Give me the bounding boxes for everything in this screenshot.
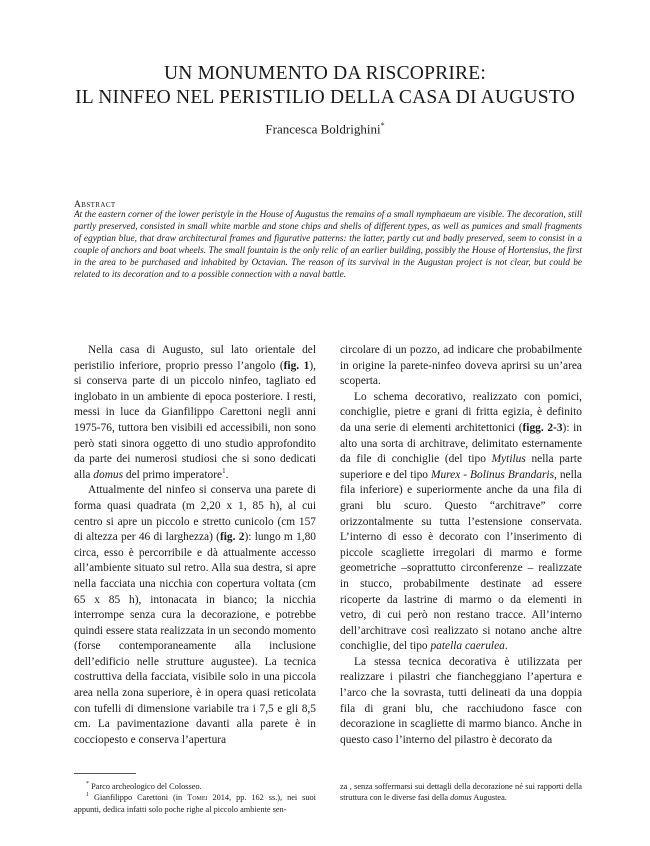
body-column-right	[340, 343, 582, 748]
italic-term: domus	[450, 793, 472, 803]
text-run: Nella casa di Augusto, sul lato orientale del peristilio inferiore, proprio presso l’angolo (	[74, 344, 316, 372]
title-line-2: IL NINFEO NEL PERISTILIO DELLA CASA DI AUGUSTO	[75, 87, 575, 108]
author-name	[0, 121, 650, 137]
text-run: Attualmente del ninfeo si conserva una parete di forma quasi quadrata (m 2,20 x 1, 85 h), al cui centro si apre un piccolo e stretto cunicolo (cm 157 di altezza per 46 di larghezza) (	[74, 484, 316, 544]
body-paragraph	[74, 343, 316, 483]
text-run: ): lungo m 1,80 circa, esso è percorribile e dà attualmente accesso all’ambiente situato sul retro. Alla sua destra, si apre nella facciata una nicchia con copertura voltata (cm 65 x 85 h), intonacata in bianco; la nicchia interrompe senza cura la decorazione, e potrebbe quindi essere stata realizzata in un secondo momento (forse contemporaneamente alla inclusione dell’edificio nelle strutture augustee). La tecnica costruttiva della facciata, visibile solo in una piccola area nella zona superiore, è in opera quasi reticolata con tufelli di dimensione variabile tra i 7,5 e gli 8,5 cm. La pavimentazione davanti alla parete è in cocciopesto e conserva l’apertura	[74, 531, 316, 746]
body-paragraph: circolare di un pozzo, ad indicare che probabilmente in origine la parete-ninfeo doveva aprirsi su un’area scoperta.	[340, 344, 582, 388]
italic-term: Mytilus	[491, 453, 526, 466]
text-run: ): in alto una sorta di architrave, delimitato esternamente da file di conchiglie (del tipo	[340, 421, 583, 466]
abstract-heading: Abstract	[74, 200, 116, 210]
body-paragraph: La stessa tecnica decorativa è utilizzata per realizzare i pilastri che fiancheggiano l’apertura e l’arco che la sovrasta, tutti delineati da una doppia fila di grani blu, che racchiudono fasce con decorazione in scagliette di marmo bianco. Anche in questo caso l’interno del pilastro è decorato da	[340, 655, 582, 746]
italic-term: Murex - Bolinus Brandaris	[430, 468, 555, 481]
footnotes-left	[74, 781, 316, 815]
footnote-text: za , senza soffermarsi sui dettagli della decorazione né sui rapporti della struttura con le diverse fasi della	[340, 782, 582, 803]
article-title	[0, 62, 650, 110]
citation-author: Tomei	[187, 793, 208, 803]
italic-term: patella caerulea	[430, 640, 505, 653]
footnote-continuation	[340, 781, 582, 804]
body-paragraph	[340, 390, 582, 655]
text-run: .	[225, 468, 229, 481]
title-line-1: UN MONUMENTO DA RISCOPRIRE:	[164, 63, 486, 84]
text-run: ), si conserva parte di un piccolo ninfeo, tagliato ed inglobato in un ambiente di epoca posteriore. I resti, messi in luce da Gianfilippo Carettoni negli anni 1975-76, tuttora ben visibili ed accessibili, non sono però stati sinora oggetto di uno studio approfondito da parte dei numerosi studiosi che si sono dedicati alla	[74, 359, 316, 481]
body-paragraph	[74, 483, 316, 748]
footnote-text: Augustea.	[471, 793, 507, 803]
figure-reference: figg. 2-3	[522, 421, 563, 434]
text-run: , nella fila inferiore) e superiormente anche da una fila di grani blu scuro. Questo “architrave” corre orizzontalmente su tutta l’estensione conservata. L’interno di esso è decorato con l’inserimento di piccole scagliette irregolari di marmo e forme geometriche –soprattutto circonferenze – realizzate in stucco, probabilmente destinate ad essere ricoperte da lastrine di marmo o da elementi in vetro, di cui però non restano tracce. All’interno dell’architrave così realizzato si notano anche altre conchiglie, del tipo	[340, 468, 582, 653]
footnote-mark: *	[86, 781, 89, 788]
abstract-text: At the eastern corner of the lower peristyle in the House of Augustus the remains of a small nymphaeum are visible. The decoration, still partly preserved, consisted in small white marble and stone chips and shells of different types, as well as pumices and small fragments of egyptian blue, that draw architectural frames and figurative patterns: the latter, partly cut and badly preserved, seem to consist in a couple of anchors and boat wheels. The small fountain is the only relic of an earlier building, possibly the House of Hortensius, the first in the area to be purchased and inhabited by Octavian. The reason of its survival in the Augustan project is not clear, but could be related to its decoration and to a possible connection with a naval battle.	[74, 210, 582, 280]
footnote-item	[74, 792, 316, 815]
footnote-mark: 1	[86, 792, 89, 799]
footnotes-right	[340, 781, 582, 804]
italic-term: domus	[93, 468, 124, 481]
text-run: nella parte superiore e del tipo	[340, 453, 582, 481]
footnote-text: 2014, pp. 162 ss.), nei suoi appunti, dedica infatti solo poche righe al piccolo ambiente sen-	[74, 793, 316, 814]
author-text: Francesca Boldrighini	[265, 121, 381, 137]
footnote-text: Parco archeologico del Colosseo.	[91, 782, 202, 791]
text-run: Lo schema decorativo, realizzato con pomici, conchiglie, pietre e grani di fritta egizia, è definito da una serie di elementi architettonici (	[340, 390, 582, 434]
text-run: del primo imperatore	[123, 468, 223, 481]
footnote-item	[74, 781, 316, 792]
footnote-reference[interactable]: 1	[222, 466, 226, 475]
text-run: .	[504, 640, 508, 653]
figure-reference: fig. 1	[283, 359, 310, 372]
footnote-text: Gianfilippo Carettoni (in	[93, 793, 188, 803]
footnote-divider	[74, 773, 136, 774]
body-column-left	[74, 343, 316, 748]
author-footnote-mark[interactable]: *	[380, 121, 385, 130]
figure-reference: fig. 2	[219, 531, 245, 544]
